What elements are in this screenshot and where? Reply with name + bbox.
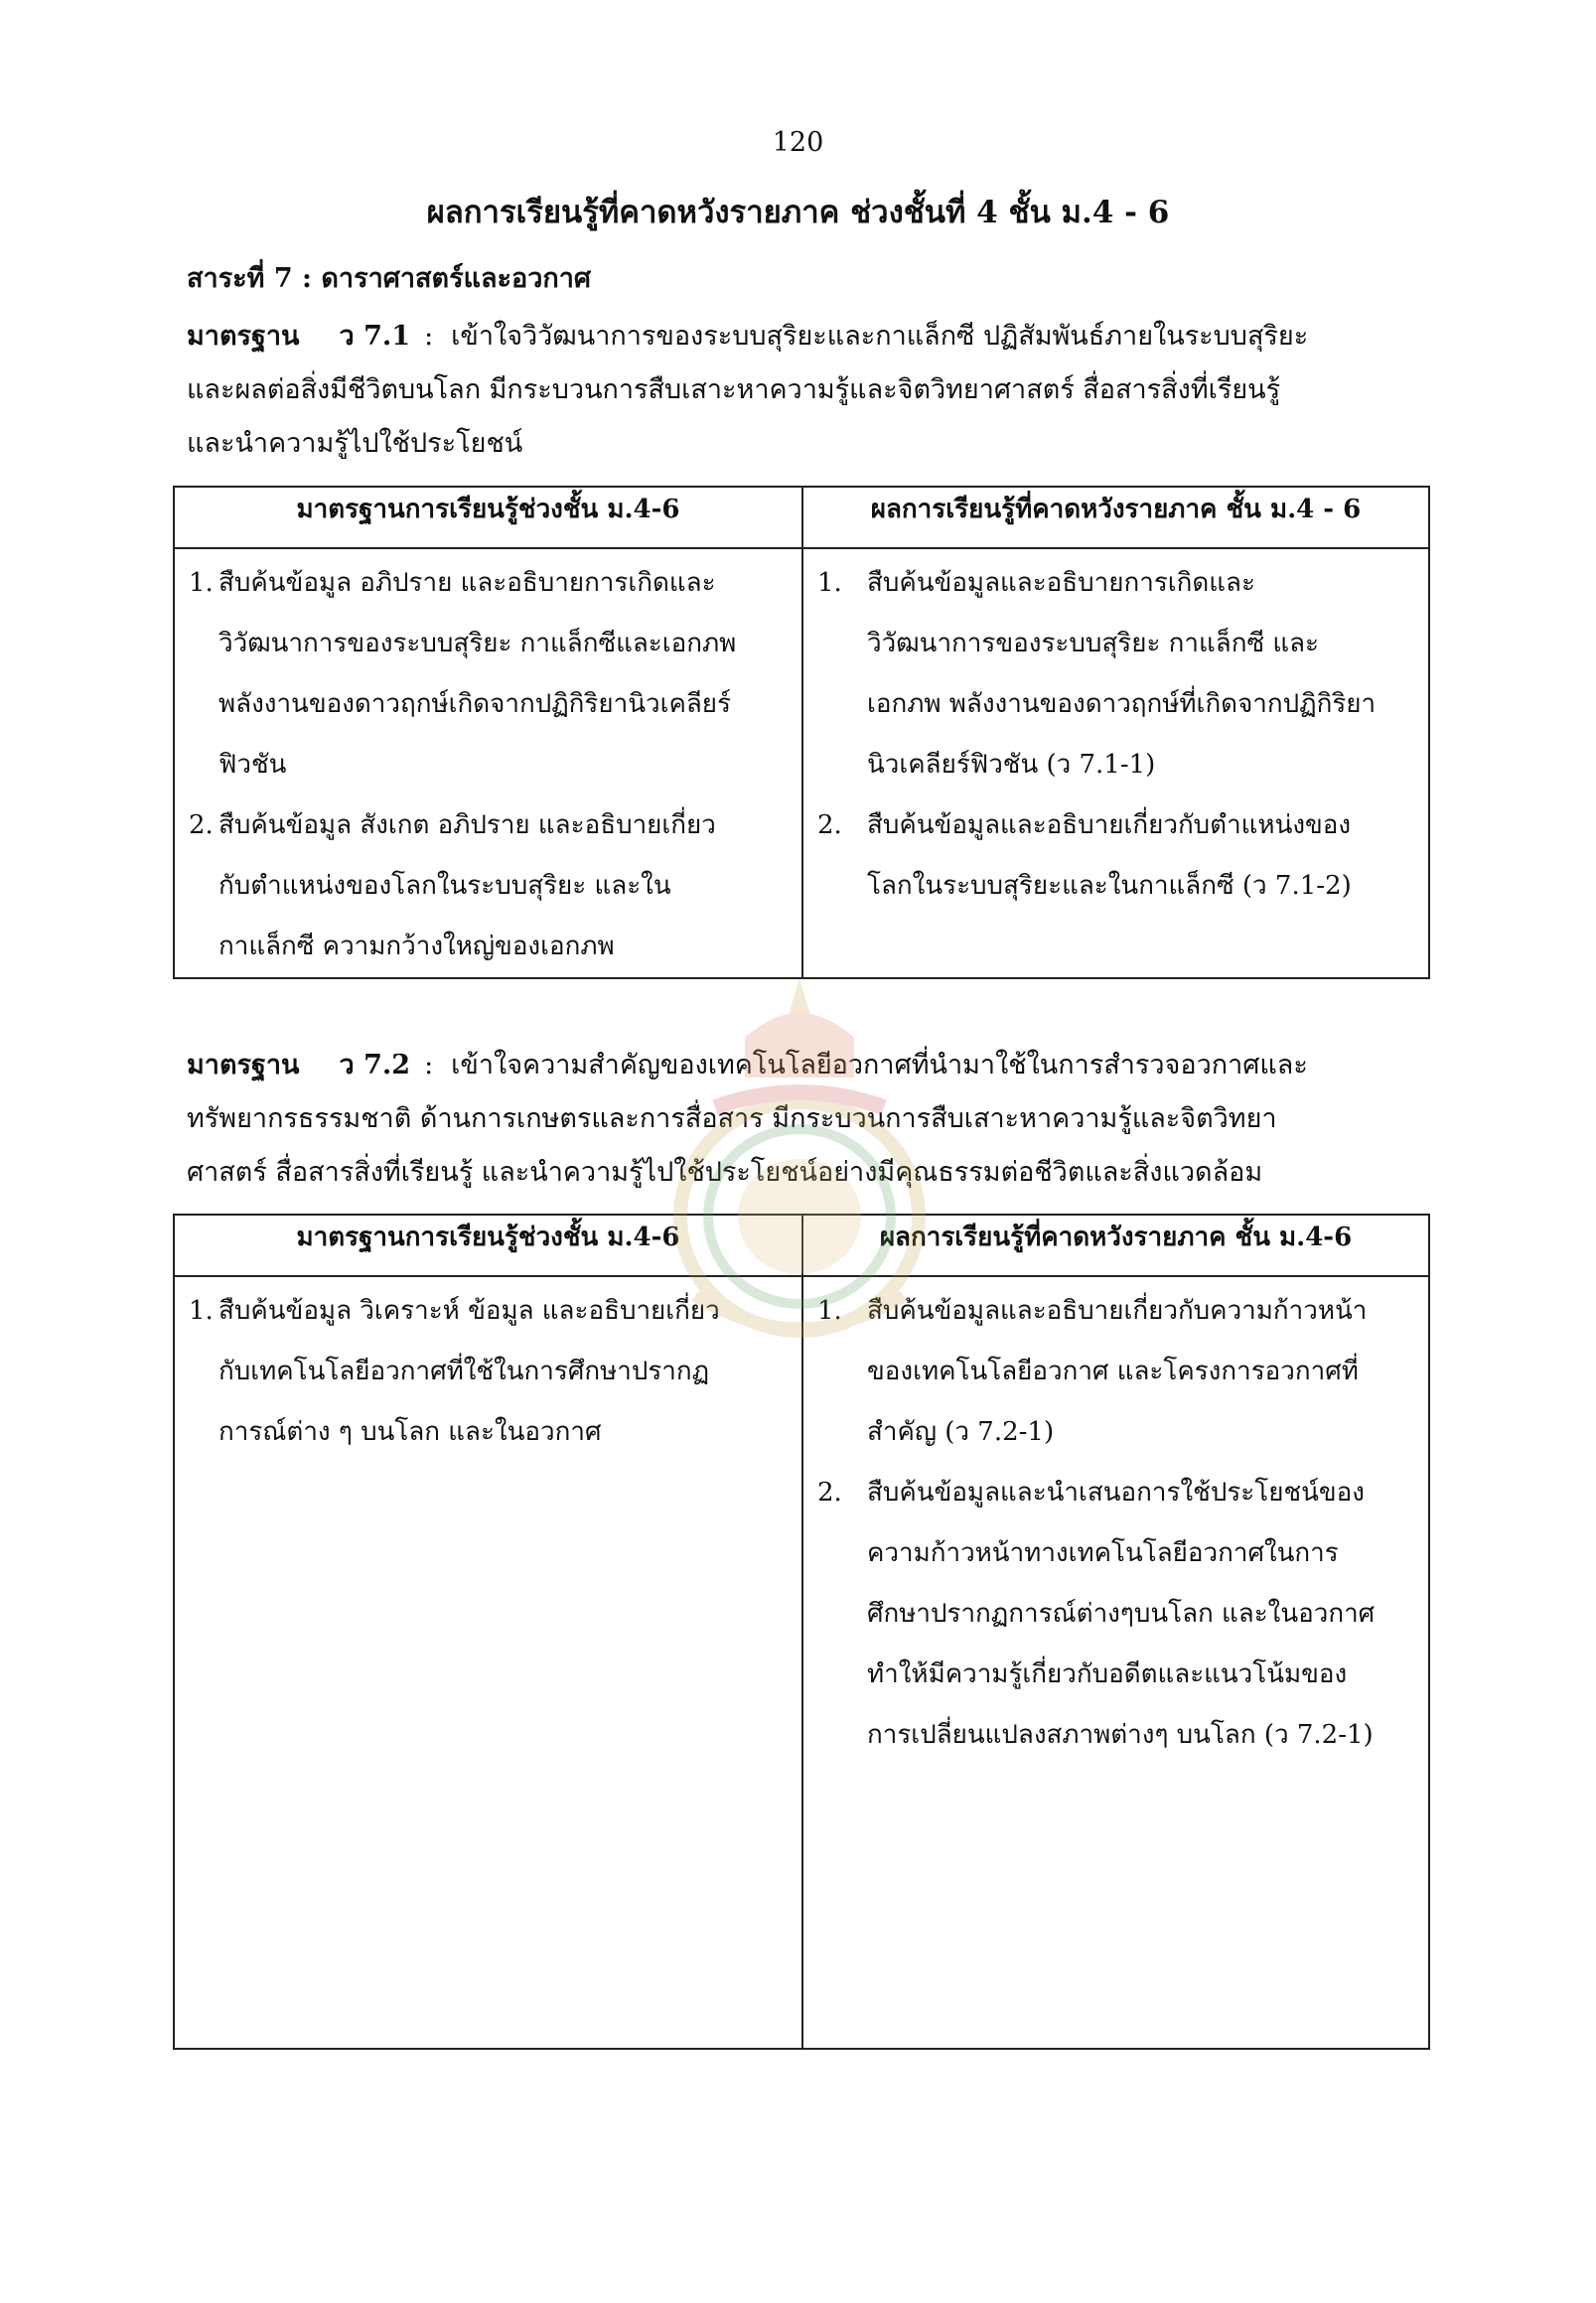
table-header-standard: มาตรฐานการเรียนรู้ช่วงชั้น ม.4-6	[174, 1215, 802, 1276]
item-number: 1.	[817, 568, 842, 598]
list-item	[189, 1281, 788, 1463]
standard-cell	[174, 1276, 802, 2049]
item-line: สืบค้นข้อมูล วิเคราะห์ ข้อมูล และอธิบายเกี่ยว	[218, 1296, 720, 1326]
item-line: สืบค้นข้อมูลและอธิบายเกี่ยวกับความก้าวหน้า	[867, 1296, 1368, 1326]
item-line: ทำให้มีความรู้เกี่ยวกับอดีตและแนวโน้มของ	[867, 1659, 1348, 1689]
standard-colon: :	[424, 1050, 434, 1080]
standard-cell	[174, 548, 802, 978]
item-line: สำคัญ (ว 7.2-1)	[867, 1417, 1055, 1447]
item-line: กับตำแหน่งของโลกในระบบสุริยะ และใน	[218, 871, 671, 901]
item-line: ของเทคโนโลยีอวกาศ และโครงการอวกาศที่	[867, 1357, 1359, 1386]
table-header-standard: มาตรฐานการเรียนรู้ช่วงชั้น ม.4-6	[174, 487, 802, 548]
item-line: ศึกษาปรากฏการณ์ต่างๆบนโลก และในอวกาศ	[867, 1599, 1376, 1629]
outcome-cell	[802, 548, 1429, 978]
standard-7-2-line-1	[187, 1039, 1408, 1092]
item-line: สืบค้นข้อมูลและนำเสนอการใช้ประโยชน์ของ	[867, 1478, 1365, 1508]
standard-colon: :	[424, 321, 434, 352]
page-number: 120	[772, 127, 824, 158]
item-number: 2.	[189, 810, 214, 840]
item-line: พลังงานของดาวฤกษ์เกิดจากปฏิกิริยานิวเคลียร์	[218, 689, 732, 719]
list-item	[817, 795, 1414, 917]
item-number: 1.	[189, 568, 214, 598]
item-line: วิวัฒนาการของระบบสุริยะ กาแล็กซี และ	[867, 629, 1320, 658]
item-number: 1.	[817, 1296, 842, 1326]
standards-table-7-2	[173, 1214, 1430, 2050]
table-header-outcome: ผลการเรียนรู้ที่คาดหวังรายภาค ชั้น ม.4 - 6	[802, 487, 1429, 548]
standard-7-2-line-3: ศาสตร์ สื่อสารสิ่งที่เรียนรู้ และนำความรู้ไปใช้ประโยชน์อย่างมีคุณธรรมต่อชีวิตและสิ่งแวดล้อม	[187, 1157, 1263, 1188]
item-line: ความก้าวหน้าทางเทคโนโลยีอวกาศในการ	[867, 1538, 1339, 1568]
item-line: เอกภพ พลังงานของดาวฤกษ์ที่เกิดจากปฏิกิริยา	[867, 689, 1377, 719]
standard-7-2-text	[187, 1039, 1408, 1200]
item-line: สืบค้นข้อมูลและอธิบายเกี่ยวกับตำแหน่งของ	[867, 810, 1352, 840]
standard-7-2-line-2: ทรัพยากรธรรมชาติ ด้านการเกษตรและการสื่อสาร มีกระบวนการสืบเสาะหาความรู้และจิตวิทยา	[187, 1103, 1277, 1134]
standard-7-1-line-2: และผลต่อสิ่งมีชีวิตบนโลก มีกระบวนการสืบเสาะหาความรู้และจิตวิทยาศาสตร์ สื่อสารสิ่งที่เรียนรู้	[187, 374, 1281, 405]
item-line: โลกในระบบสุริยะและในกาแล็กซี (ว 7.1-2)	[867, 871, 1352, 901]
item-line: ฟิวชัน	[218, 750, 287, 780]
item-number: 1.	[189, 1296, 214, 1326]
item-line: กับเทคโนโลยีอวกาศที่ใช้ในการศึกษาปรากฏ	[218, 1357, 710, 1386]
table-header-outcome: ผลการเรียนรู้ที่คาดหวังรายภาค ชั้น ม.4-6	[802, 1215, 1429, 1276]
list-item	[817, 553, 1414, 795]
item-line: การเปลี่ยนแปลงสภาพต่างๆ บนโลก (ว 7.2-1)	[867, 1720, 1374, 1750]
item-line: การณ์ต่าง ๆ บนโลก และในอวกาศ	[218, 1417, 602, 1447]
strand-heading: สาระที่ 7 : ดาราศาสตร์และอวกาศ	[187, 263, 592, 294]
item-line: นิวเคลียร์ฟิวชัน (ว 7.1-1)	[867, 750, 1156, 780]
standard-text: เข้าใจวิวัฒนาการของระบบสุริยะและกาแล็กซี ปฏิสัมพันธ์ภายในระบบสุริยะ	[451, 321, 1309, 352]
standard-text: เข้าใจความสำคัญของเทคโนโลยีอวกาศที่นำมาใช้ในการสำรวจอวกาศและ	[451, 1050, 1308, 1080]
item-line: กาแล็กซี ความกว้างใหญ่ของเอกภพ	[218, 932, 615, 961]
item-number: 2.	[817, 1478, 842, 1508]
item-line: สืบค้นข้อมูล อภิปราย และอธิบายการเกิดและ	[218, 568, 716, 598]
standards-table-7-1	[173, 486, 1430, 979]
standard-7-1-line-3: และนำความรู้ไปใช้ประโยชน์	[187, 428, 523, 459]
list-item	[189, 553, 788, 795]
page-title: ผลการเรียนรู้ที่คาดหวังรายภาค ช่วงชั้นที่ 4 ชั้น ม.4 - 6	[426, 195, 1170, 230]
standard-7-1-text	[187, 310, 1408, 471]
list-item	[189, 795, 788, 977]
item-line: สืบค้นข้อมูลและอธิบายการเกิดและ	[867, 568, 1255, 598]
item-line: วิวัฒนาการของระบบสุริยะ กาแล็กซีและเอกภพ	[218, 629, 737, 658]
outcome-cell	[802, 1276, 1429, 2049]
standard-label: มาตรฐาน	[187, 1050, 300, 1080]
item-number: 2.	[817, 810, 842, 840]
item-line: สืบค้นข้อมูล สังเกต อภิปราย และอธิบายเกี่ยว	[218, 810, 716, 840]
list-item	[817, 1281, 1414, 1463]
standard-code: ว 7.1	[339, 321, 411, 352]
standard-label: มาตรฐาน	[187, 321, 300, 352]
standard-7-1-line-1	[187, 310, 1408, 363]
list-item	[817, 1463, 1414, 1766]
standard-code: ว 7.2	[339, 1050, 411, 1080]
